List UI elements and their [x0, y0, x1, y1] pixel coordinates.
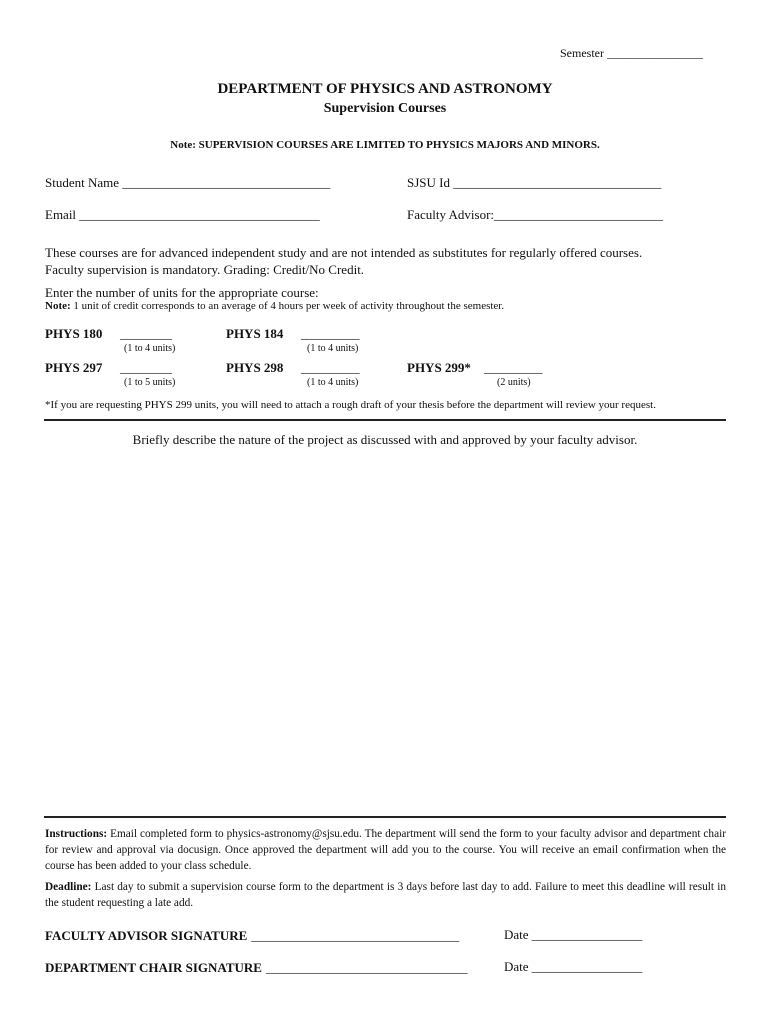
- student-name-blank[interactable]: ________________________________: [122, 175, 331, 190]
- email-blank[interactable]: _____________________________________: [79, 207, 320, 222]
- phys-299-units-blank[interactable]: _________: [484, 360, 543, 375]
- divider-bottom: [44, 816, 726, 818]
- chair-date-label: Date: [504, 959, 529, 974]
- credit-note-text: 1 unit of credit corresponds to an average of 4 hours per week of activity throughout the semester.: [70, 300, 505, 312]
- sjsu-id-label: SJSU Id: [407, 175, 450, 190]
- thesis-note: *If you are requesting PHYS 299 units, you will need to attach a rough draft of your thesis before the department will review your request.: [45, 399, 656, 411]
- advisor-signature-blank[interactable]: ________________________________: [251, 928, 460, 943]
- department-title: DEPARTMENT OF PHYSICS AND ASTRONOMY: [217, 81, 553, 97]
- phys-180-range: (1 to 4 units): [124, 343, 176, 354]
- phys-299-range: (2 units): [497, 377, 531, 388]
- course-phys-297: PHYS 297: [45, 360, 103, 375]
- course-phys-298: PHYS 298: [226, 360, 284, 375]
- phys-180-units-blank[interactable]: ________: [120, 326, 172, 341]
- sjsu-id-field[interactable]: [407, 175, 661, 191]
- advisor-date-label: Date: [504, 927, 529, 942]
- project-prompt: Briefly describe the nature of the project as discussed with and approved by your faculty advisor.: [132, 432, 638, 447]
- advisor-date-field[interactable]: [504, 927, 642, 943]
- instructions-text: Email completed form to physics-astronomy@sjsu.edu. The department will send the form to your faculty advisor and department chair for review and approval via docusign. Once approved the department will add you to the course. You will receive an email confirmation when the course has been added to your class schedule.: [45, 828, 726, 872]
- project-description-area[interactable]: [45, 455, 726, 810]
- deadline-label: Deadline:: [45, 881, 92, 893]
- faculty-advisor-blank[interactable]: __________________________: [494, 207, 664, 222]
- instructions-paragraph: [45, 826, 726, 874]
- deadline-paragraph: [45, 879, 726, 911]
- credit-note: [45, 300, 504, 312]
- phys-298-range: (1 to 4 units): [307, 377, 359, 388]
- phys-184-range: (1 to 4 units): [307, 343, 359, 354]
- student-name-label: Student Name: [45, 175, 120, 190]
- semester-label: Semester: [560, 46, 604, 60]
- chair-signature-label: DEPARTMENT CHAIR SIGNATURE: [45, 960, 262, 975]
- email-field[interactable]: [45, 207, 320, 223]
- intro-line-1: These courses are for advanced independent study and are not intended as substitutes for regularly offered courses.: [45, 245, 643, 260]
- intro-line-3: Enter the number of units for the appropriate course:: [45, 285, 319, 300]
- phys-297-range: (1 to 5 units): [124, 377, 176, 388]
- divider-top: [44, 419, 726, 421]
- form-subtitle: Supervision Courses: [323, 101, 447, 116]
- instructions-label: Instructions:: [45, 828, 108, 840]
- student-name-field[interactable]: [45, 175, 330, 191]
- intro-line-2: Faculty supervision is mandatory. Grading: Credit/No Credit.: [45, 262, 365, 277]
- advisor-date-blank[interactable]: _________________: [531, 927, 643, 942]
- course-phys-180: PHYS 180: [45, 326, 103, 341]
- phys-297-units-blank[interactable]: ________: [120, 360, 172, 375]
- faculty-advisor-label: Faculty Advisor:: [407, 207, 495, 222]
- semester-blank[interactable]: ________________: [607, 46, 703, 60]
- majors-note: Note: SUPERVISION COURSES ARE LIMITED TO PHYSICS MAJORS AND MINORS.: [170, 139, 600, 151]
- course-phys-299: PHYS 299*: [407, 360, 471, 375]
- sjsu-id-blank[interactable]: ________________________________: [453, 175, 662, 190]
- semester-field[interactable]: [560, 46, 703, 61]
- phys-184-units-blank[interactable]: _________: [301, 326, 360, 341]
- advisor-signature-label: FACULTY ADVISOR SIGNATURE: [45, 928, 248, 943]
- faculty-advisor-field[interactable]: [407, 207, 663, 223]
- chair-signature-blank[interactable]: _______________________________: [265, 960, 468, 975]
- advisor-signature-line[interactable]: [45, 927, 459, 945]
- deadline-text: Last day to submit a supervision course form to the department is 3 days before last day to add. Failure to meet this deadline will result in the student requesting a late add.: [45, 881, 726, 909]
- chair-date-blank[interactable]: _________________: [531, 959, 643, 974]
- chair-signature-line[interactable]: [45, 959, 467, 977]
- credit-note-label: Note:: [45, 300, 71, 312]
- phys-298-units-blank[interactable]: _________: [301, 360, 360, 375]
- email-label: Email: [45, 207, 77, 222]
- chair-date-field[interactable]: [504, 959, 642, 975]
- course-phys-184: PHYS 184: [226, 326, 284, 341]
